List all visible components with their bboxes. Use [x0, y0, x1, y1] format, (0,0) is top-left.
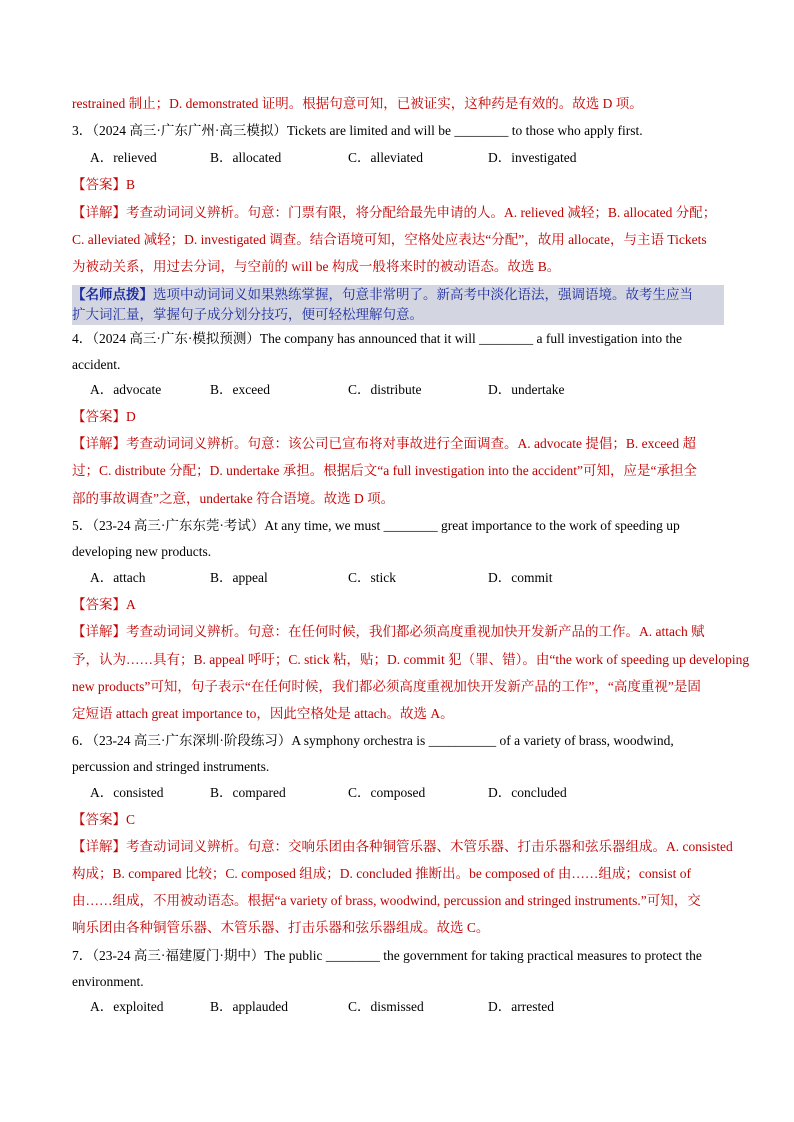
prev-explanation-tail: restrained 制止；D. demonstrated 证明。根据句意可知，已被证实，这种药是有效的。故选 D 项。	[72, 96, 643, 111]
option-a: A．relieved	[90, 150, 157, 165]
question-3-explanation-line: 为被动关系，用过去分词，与空前的 will be 构成一般将来时的被动语态。故选 B。	[72, 259, 561, 274]
question-4-explanation-line: 过；C. distribute 分配；D. undertake 承担。根据后文“a full investigation into the accident”可知，应是“承担全	[72, 463, 698, 478]
teacher-tip-text: 扩大词汇量，掌握句子成分划分技巧，便可轻松理解句意。	[72, 307, 423, 322]
question-5-explanation-line: 【详解】考查动词词义辨析。句意：在任何时候，我们都必须高度重视加快开发新产品的工作。A. attach 赋	[72, 624, 705, 639]
option-b: B．applauded	[210, 999, 288, 1014]
option-b: B．exceed	[210, 382, 270, 397]
question-5-explanation-line: 定短语 attach great importance to，因此空格处是 attach。故选 A。	[72, 706, 454, 721]
option-a: A．consisted	[90, 785, 164, 800]
option-c: C．distribute	[348, 382, 422, 397]
option-c: C．composed	[348, 785, 426, 800]
teacher-tip-line	[72, 285, 732, 305]
question-6-explanation-line: 【详解】考查动词词义辨析。句意：交响乐团由各种铜管乐器、木管乐器、打击乐器和弦乐器组成。A. consisted	[72, 839, 733, 854]
question-7-stem-cont: environment.	[72, 974, 144, 989]
question-3-explanation-line: 【详解】考查动词词义辨析。句意：门票有限，将分配给最先申请的人。A. relieved 减轻；B. allocated 分配；	[72, 205, 717, 220]
question-7-stem: 7．（23-24 高三·福建厦门·期中）The public ________ the government for taking practical measures to protect the	[72, 948, 702, 963]
option-c: C．alleviated	[348, 150, 423, 165]
question-3-answer: 【答案】B	[72, 177, 136, 192]
option-b: B．compared	[210, 785, 286, 800]
question-5-answer: 【答案】A	[72, 597, 136, 612]
option-a: A．attach	[90, 570, 146, 585]
question-4-explanation-line: 【详解】考查动词词义辨析。句意：该公司已宣布将对事故进行全面调查。A. advocate 提倡；B. exceed 超	[72, 436, 696, 451]
question-5-stem-cont: developing new products.	[72, 544, 212, 559]
question-3-explanation-line: C. alleviated 减轻；D. investigated 调查。结合语境可知，空格处应表达“分配”，故用 allocate，与主语 Tickets	[72, 232, 707, 247]
teacher-tip	[72, 285, 724, 325]
question-3-stem: 3．（2024 高三·广东广州·高三模拟）Tickets are limited and will be ________ to those who apply first.	[72, 123, 643, 138]
question-6-explanation-line: 构成；B. compared 比较；C. composed 组成；D. concluded 推断出。be composed of 由……组成；consist of	[72, 866, 692, 881]
question-4-stem: 4．（2024 高三·广东·模拟预测）The company has announced that it will ________ a full investigation into the	[72, 331, 683, 346]
question-6-stem-cont: percussion and stringed instruments.	[72, 759, 270, 774]
question-5-options	[90, 568, 730, 588]
question-6-explanation-line: 由……组成，不用被动语态。根据“a variety of brass, woodwind, percussion and stringed instruments.”可知，交	[72, 893, 701, 908]
teacher-tip-text: 选项中动词词义如果熟练掌握，句意非常明了。新高考中淡化语法，强调语境。故考生应当	[153, 287, 693, 302]
question-4-explanation-line: 部的事故调查”之意，undertake 符合语境。故选 D 项。	[72, 491, 395, 506]
question-6-stem: 6．（23-24 高三·广东深圳·阶段练习）A symphony orchestra is __________ of a variety of brass, woodwind,	[72, 733, 674, 748]
question-3-options	[90, 148, 730, 168]
question-4-stem-cont: accident.	[72, 357, 121, 372]
option-a: A．exploited	[90, 999, 164, 1014]
option-d: D．commit	[488, 570, 553, 585]
option-d: D．concluded	[488, 785, 567, 800]
option-d: D．investigated	[488, 150, 577, 165]
option-c: C．dismissed	[348, 999, 424, 1014]
question-6-answer: 【答案】C	[72, 812, 136, 827]
question-5-explanation-line: 予，认为……具有；B. appeal 呼吁；C. stick 粘，贴；D. commit 犯（罪、错）。由“the work of speeding up developing	[72, 652, 750, 667]
question-4-answer: 【答案】D	[72, 409, 136, 424]
question-6-explanation-line: 响乐团由各种铜管乐器、木管乐器、打击乐器和弦乐器组成。故选 C。	[72, 920, 490, 935]
question-5-stem: 5．（23-24 高三·广东东莞·考试）At any time, we must ________ great importance to the work of speeding up	[72, 518, 680, 533]
question-5-explanation-line: new products”可知，句子表示“在任何时候，我们都必须高度重视加快开发新产品的工作”，“高度重视”是固	[72, 679, 701, 694]
question-6-options	[90, 783, 730, 803]
option-d: D．arrested	[488, 999, 554, 1014]
question-7-options	[90, 997, 730, 1017]
option-b: B．allocated	[210, 150, 282, 165]
teacher-tip-label: 【名师点拨】	[72, 287, 153, 302]
option-a: A．advocate	[90, 382, 162, 397]
option-b: B．appeal	[210, 570, 268, 585]
option-c: C．stick	[348, 570, 397, 585]
option-d: D．undertake	[488, 382, 565, 397]
question-4-options	[90, 380, 730, 400]
